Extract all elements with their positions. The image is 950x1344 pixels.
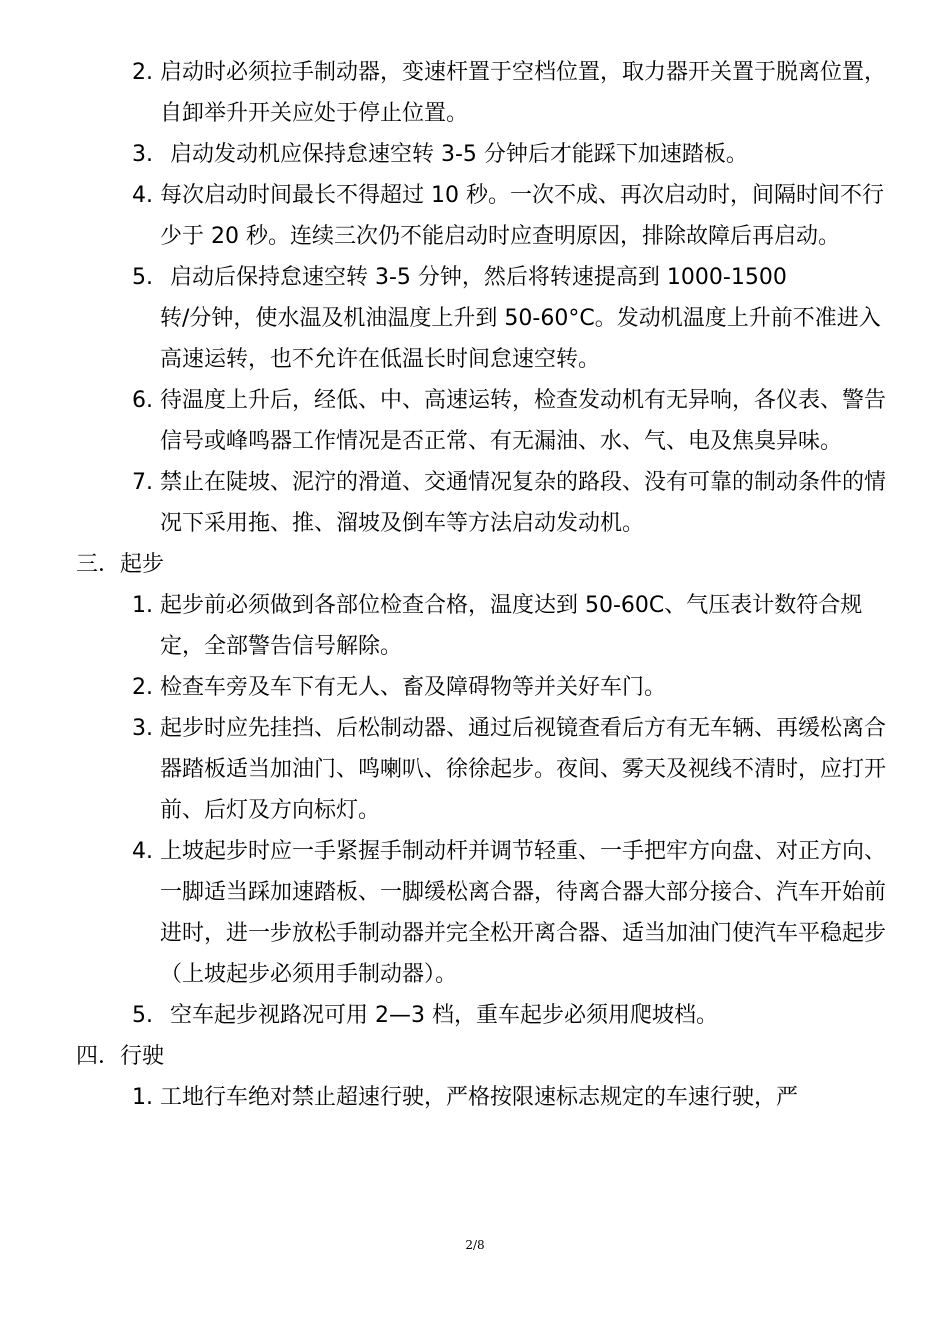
- list-item: [76, 52, 888, 134]
- list-item: [76, 708, 888, 831]
- section-heading: 四．行驶: [76, 1044, 165, 1069]
- item-number: 4.: [132, 183, 153, 208]
- item-number: 3.: [132, 142, 153, 167]
- list-item: [76, 175, 888, 257]
- item-text: 检查车旁及车下有无人、畜及障碍物等并关好车门。: [160, 675, 667, 700]
- item-number: 3.: [132, 716, 153, 741]
- item-number: 1.: [132, 1085, 153, 1110]
- list-item: [76, 134, 888, 175]
- item-text: 禁止在陡坡、泥泞的滑道、交通情况复杂的路段、没有可靠的制动条件的情况下采用拖、推、溜坡及倒车等方法启动发动机。: [160, 470, 887, 536]
- page-number: 2/8: [465, 1238, 485, 1252]
- item-text-line1: 启动后保持怠速空转 3-5 分钟，然后将转速提高到 1000-1500: [170, 265, 787, 290]
- item-text: 启动时必须拉手制动器，变速杆置于空档位置，取力器开关置于脱离位置，自卸举升开关应处于停止位置。: [160, 60, 887, 126]
- item-number: 4.: [132, 839, 153, 864]
- item-number: 1.: [132, 593, 153, 618]
- item-number: 5.: [132, 265, 153, 290]
- list-item: [76, 257, 888, 380]
- item-text: 待温度上升后，经低、中、高速运转，检查发动机有无异响，各仪表、警告信号或峰鸣器工作情况是否正常、有无漏油、水、气、电及焦臭异味。: [160, 388, 887, 454]
- item-text: 起步前必须做到各部位检查合格，温度达到 50-60C、气压表计数符合规定，全部警告信号解除。: [160, 593, 863, 659]
- list-item: [76, 831, 888, 995]
- item-text: 工地行车绝对禁止超速行驶，严格按限速标志规定的车速行驶，严: [160, 1085, 799, 1110]
- document-content: [76, 52, 888, 1118]
- list-item: [76, 462, 888, 544]
- item-text: 启动发动机应保持怠速空转 3-5 分钟后才能踩下加速踏板。: [170, 142, 748, 167]
- item-text: 上坡起步时应一手紧握手制动杆并调节轻重、一手把牢方向盘、对正方向、一脚适当踩加速踏板、一脚缓松离合器，待离合器大部分接合、汽车开始前进时，进一步放松手制动器并完全松开离合器、适当加油门使汽车平稳起步（上坡起步必须用手制动器）。: [160, 839, 887, 987]
- list-item: [76, 585, 888, 667]
- item-number: 2.: [132, 60, 153, 85]
- item-text: 空车起步视路况可用 2—3 档，重车起步必须用爬坡档。: [170, 1003, 718, 1028]
- section-heading: 三．起步: [76, 552, 165, 577]
- item-text-rest: 转/分钟，使水温及机油温度上升到 50-60°C。发动机温度上升前不准进入高速运转，也不允许在低温长时间怠速空转。: [160, 306, 881, 372]
- item-number: 2.: [132, 675, 153, 700]
- item-text: 每次启动时间最长不得超过 10 秒。一次不成、再次启动时，间隔时间不行少于 20 秒。连续三次仍不能启动时应查明原因，排除故障后再启动。: [160, 183, 884, 249]
- list-item: [76, 995, 888, 1036]
- item-number: 7.: [132, 470, 153, 495]
- list-item: [76, 380, 888, 462]
- item-text: 起步时应先挂挡、后松制动器、通过后视镜查看后方有无车辆、再缓松离合器踏板适当加油门、鸣喇叭、徐徐起步。夜间、雾天及视线不清时，应打开前、后灯及方向标灯。: [160, 716, 887, 823]
- item-number: 6.: [132, 388, 153, 413]
- list-item: [76, 1077, 888, 1118]
- item-number: 5.: [132, 1003, 153, 1028]
- list-item: [76, 667, 888, 708]
